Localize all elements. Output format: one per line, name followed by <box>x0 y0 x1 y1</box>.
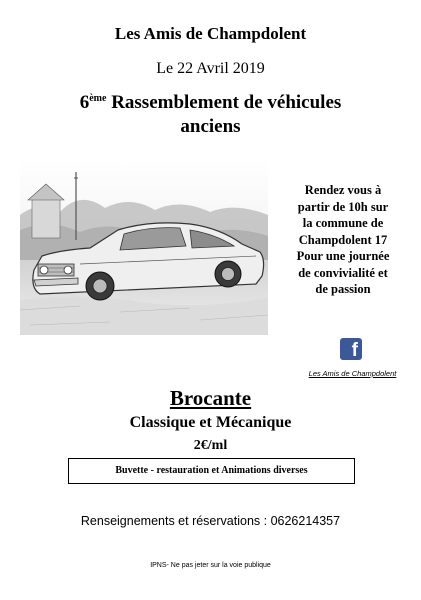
title-number: 6 <box>79 92 90 113</box>
facebook-icon[interactable]: f <box>340 338 362 360</box>
rendezvous-line: de passion <box>315 282 371 296</box>
brocante-price: 2€/ml <box>193 438 228 453</box>
contact-info: Renseignements et réservations : 0626214357 <box>80 514 341 528</box>
event-title-line2: anciens <box>180 116 241 137</box>
brocante-heading: Brocante <box>169 386 252 410</box>
buvette-box: Buvette - restauration et Animations diverses <box>68 458 355 484</box>
rendezvous-line: Rendez vous à <box>304 183 382 197</box>
title-superscript: ème <box>89 93 107 104</box>
rendezvous-line: Champdolent 17 <box>298 232 388 247</box>
rendezvous-text <box>268 182 418 298</box>
brocante-subtitle: Classique et Mécanique <box>129 414 292 431</box>
rendezvous-line: la commune de <box>302 216 384 230</box>
ipns-footer: IPNS- Ne pas jeter sur la voie publique <box>150 562 271 569</box>
car-sketch-illustration <box>20 160 268 335</box>
facebook-page-link[interactable]: Les Amis de Champdolent <box>308 369 397 378</box>
title-rest: Rassemblement de véhicules <box>106 92 342 113</box>
rendezvous-line: Pour une journée <box>296 249 390 263</box>
event-date: Le 22 Avril 2019 <box>156 60 265 77</box>
event-title-line1 <box>0 92 421 114</box>
vintage-car-photo <box>20 160 268 335</box>
rendezvous-line: de convivialité et <box>298 265 388 280</box>
organization-title: Les Amis de Champdolent <box>114 24 307 43</box>
rendezvous-line: partir de 10h sur <box>297 199 389 214</box>
